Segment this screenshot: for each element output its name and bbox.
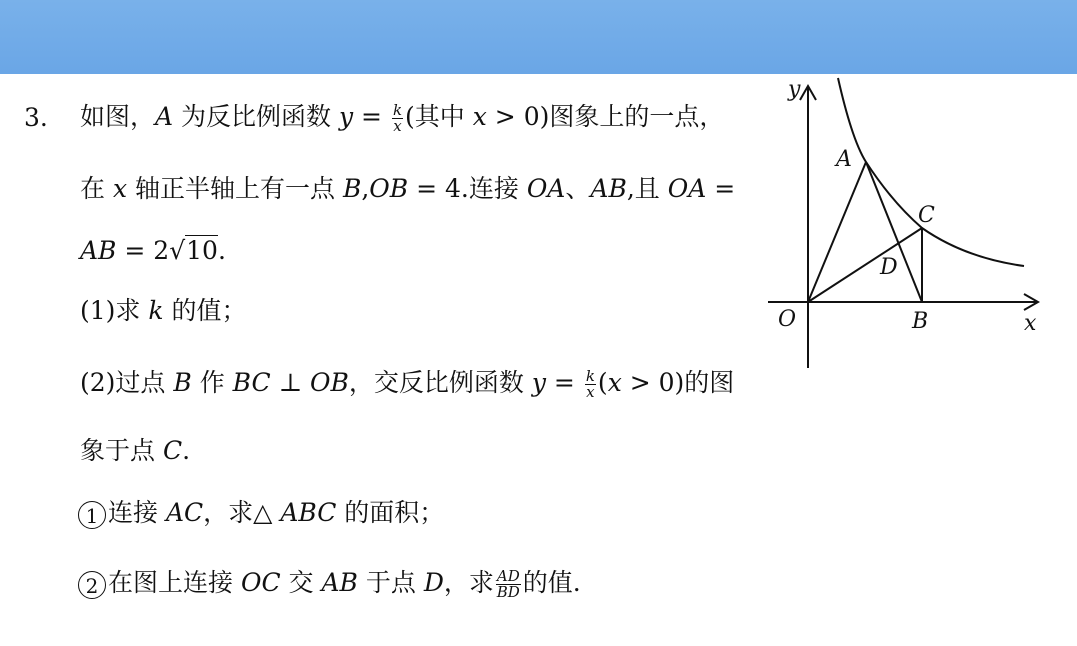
seg-AB: AB <box>590 174 627 203</box>
circled-number-1: 1 <box>78 501 106 529</box>
seg-OB: OB <box>369 174 409 203</box>
perp-symbol: ⊥ <box>270 368 311 397</box>
seg-OA: OA <box>667 174 707 203</box>
text: ,且 <box>626 174 668 203</box>
var-x: x <box>472 102 487 131</box>
text: 交 <box>280 568 322 597</box>
label-x: x <box>1024 311 1037 336</box>
segment-OA <box>808 162 866 302</box>
label-C: C <box>918 203 935 228</box>
numerator: k <box>392 101 403 119</box>
label-A: A <box>836 147 852 172</box>
radicand: 10 <box>186 236 218 265</box>
seg-AB: AB <box>80 236 117 265</box>
text: = <box>706 174 736 203</box>
label-O: O <box>778 307 797 332</box>
text: 的值； <box>163 296 247 325</box>
var-k: k <box>148 296 164 325</box>
text: 在 <box>80 174 113 203</box>
seg-BC: BC <box>232 368 271 397</box>
var-x: x <box>607 368 622 397</box>
text: 的面积； <box>336 498 445 527</box>
text: 于点 <box>357 568 424 597</box>
equals: = <box>353 102 390 131</box>
text: ，求 <box>443 568 494 597</box>
triangle-ABC: ABC <box>280 498 337 527</box>
label-D: D <box>880 255 898 280</box>
text: (其中 <box>405 102 473 131</box>
seg-AC: AC <box>165 498 204 527</box>
text: 连接 <box>108 498 166 527</box>
text: ( <box>597 368 608 397</box>
seg-OB: OB <box>310 368 349 397</box>
denominator: x <box>393 117 402 135</box>
numerator: k <box>585 367 595 385</box>
text: , <box>361 174 370 203</box>
seg-OA: OA <box>526 174 566 203</box>
hyperbola-curve <box>838 78 1024 266</box>
point-B: B <box>173 368 192 397</box>
text: ，交反比例函数 <box>348 368 532 397</box>
text: 、 <box>565 174 591 203</box>
text: ，求△ <box>203 498 281 527</box>
var-x: x <box>112 174 128 203</box>
denominator: BD <box>496 583 520 601</box>
point-C: C <box>162 436 183 465</box>
text: = 4.连接 <box>408 174 527 203</box>
text: 在图上连接 <box>108 568 241 597</box>
text: . <box>182 436 191 465</box>
denominator: x <box>586 383 595 401</box>
text: 的值. <box>522 568 581 597</box>
text: 如图， <box>80 102 156 131</box>
question-number: 3. <box>24 103 48 132</box>
label-B: B <box>912 309 929 334</box>
text: . <box>217 236 226 265</box>
text: 象于点 <box>80 436 163 465</box>
text: (1)求 <box>80 296 149 325</box>
text: = 2 <box>116 236 170 265</box>
var-y: y <box>338 102 354 131</box>
var-y: y <box>531 368 546 397</box>
segment-OC <box>808 228 922 302</box>
circled-number-2: 2 <box>78 571 106 599</box>
numerator: AD <box>496 567 520 585</box>
seg-AB: AB <box>321 568 358 597</box>
label-y: y <box>788 77 801 102</box>
text: > 0)图象上的一点， <box>486 102 725 131</box>
sqrt-sign: √ <box>169 236 186 265</box>
equals: = <box>545 368 583 397</box>
point-A: A <box>155 102 174 131</box>
text: 作 <box>191 368 233 397</box>
segment-AB <box>866 162 922 302</box>
text: 轴正半轴上有一点 <box>127 174 343 203</box>
point-D: D <box>423 568 444 597</box>
text: 为反比例函数 <box>173 102 339 131</box>
point-B: B <box>342 174 362 203</box>
seg-OC: OC <box>240 568 281 597</box>
text: > 0)的图 <box>621 368 735 397</box>
text: (2)过点 <box>80 368 174 397</box>
